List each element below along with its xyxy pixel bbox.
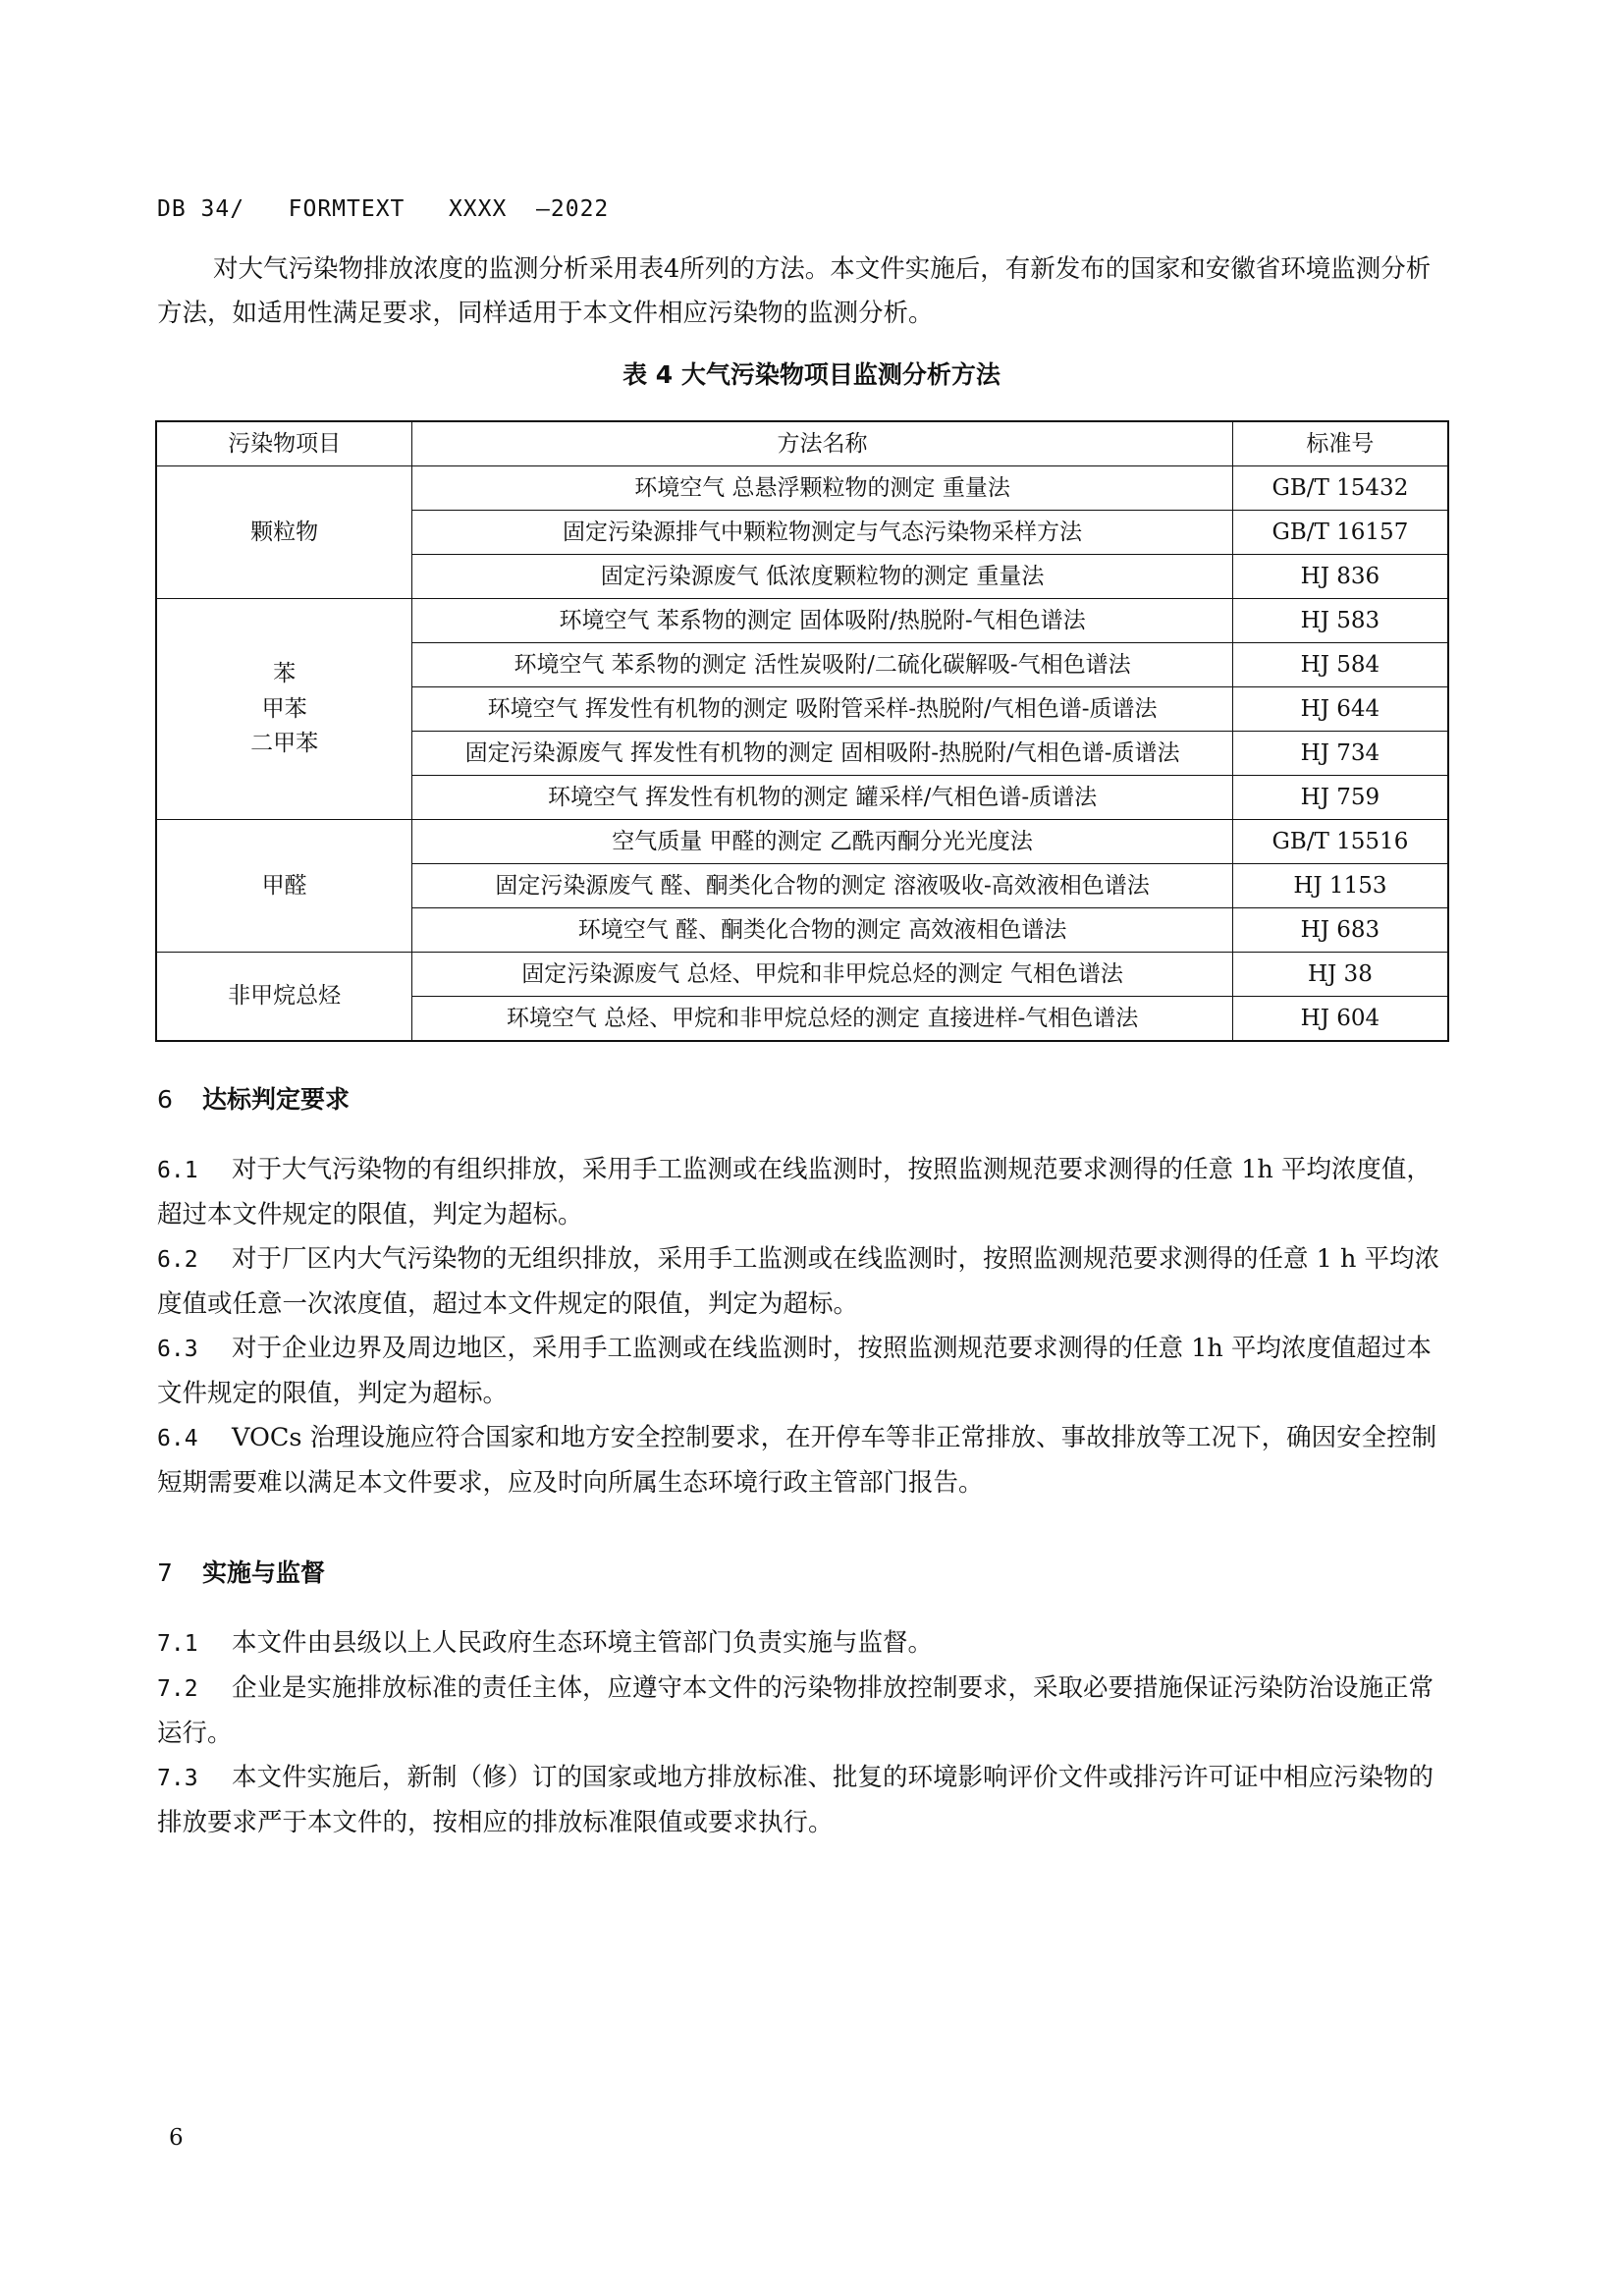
method-name-cell: 固定污染源废气 低浓度颗粒物的测定 重量法: [412, 555, 1233, 599]
clause-paragraph: [157, 1148, 1448, 1237]
clause-number: 7.1: [157, 1631, 198, 1657]
standard-number-cell: GB/T 15432: [1232, 466, 1448, 511]
section-compliance: [157, 1077, 1448, 1505]
pollutant-item-name: 二甲苯: [250, 731, 319, 757]
column-header-method: 方法名称: [412, 421, 1233, 466]
pollutant-item-name: 颗粒物: [250, 519, 319, 545]
section-title-text: 达标判定要求: [202, 1085, 351, 1114]
clause-number: 6.2: [157, 1247, 198, 1273]
clause-paragraph: [157, 1667, 1448, 1756]
table-row: [156, 466, 1448, 511]
clause-text: VOCs 治理设施应符合国家和地方安全控制要求，在开停车等非正常排放、事故排放等工况下，确因安全控制短期需要难以满足本文件要求，应及时向所属生态环境行政主管部门报告。: [157, 1423, 1437, 1498]
clause-list: [157, 1621, 1448, 1845]
pollutant-item-cell: [156, 599, 412, 820]
table-row: [156, 599, 1448, 643]
pollutant-item-name: 苯: [273, 661, 297, 687]
pollutant-item-name: 甲苯: [261, 695, 307, 722]
method-name-cell: 固定污染源废气 醛、酮类化合物的测定 溶液吸收-高效液相色谱法: [412, 864, 1233, 908]
clause-text: 对于厂区内大气污染物的无组织排放，采用手工监测或在线监测时，按照监测规范要求测得的任意 1 h 平均浓度值或任意一次浓度值，超过本文件规定的限值，判定为超标。: [157, 1244, 1439, 1319]
method-name-cell: 固定污染源废气 总烃、甲烷和非甲烷总烃的测定 气相色谱法: [412, 953, 1233, 997]
standard-number-cell: HJ 38: [1232, 953, 1448, 997]
standard-number-cell: HJ 683: [1232, 908, 1448, 953]
method-name-cell: 环境空气 苯系物的测定 活性炭吸附/二硫化碳解吸-气相色谱法: [412, 643, 1233, 687]
clause-number: 6.3: [157, 1337, 198, 1362]
section-implementation: [157, 1551, 1448, 1845]
clause-text: 对于企业边界及周边地区，采用手工监测或在线监测时，按照监测规范要求测得的任意 1h 平均浓度值超过本文件规定的限值，判定为超标。: [157, 1334, 1432, 1408]
clause-text: 本文件由县级以上人民政府生态环境主管部门负责实施与监督。: [232, 1628, 934, 1658]
clause-number: 7.2: [157, 1676, 198, 1702]
pollutant-item-lines: [157, 661, 411, 756]
standard-number-cell: HJ 836: [1232, 555, 1448, 599]
table-row: [156, 820, 1448, 864]
pollutant-item-lines: [157, 519, 411, 545]
standard-number-cell: HJ 584: [1232, 643, 1448, 687]
pollutant-item-name: 非甲烷总烃: [228, 983, 342, 1010]
clause-number: 6.1: [157, 1158, 198, 1183]
column-header-standard: 标准号: [1232, 421, 1448, 466]
clause-paragraph: [157, 1416, 1448, 1505]
standard-number-cell: GB/T 15516: [1232, 820, 1448, 864]
page-number: 6: [169, 2125, 184, 2151]
pollutant-item-cell: [156, 820, 412, 953]
clause-list: [157, 1148, 1448, 1505]
standard-number-cell: HJ 734: [1232, 732, 1448, 776]
clause-paragraph: [157, 1621, 1448, 1667]
table-header-row: [156, 421, 1448, 466]
pollutant-item-lines: [157, 983, 411, 1009]
clause-paragraph: [157, 1327, 1448, 1416]
standard-number-cell: HJ 644: [1232, 687, 1448, 732]
clause-text: 本文件实施后，新制（修）订的国家或地方排放标准、批复的环境影响评价文件或排污许可证中相应污染物的排放要求严于本文件的，按相应的排放标准限值或要求执行。: [157, 1763, 1434, 1837]
section-number: 6: [157, 1085, 173, 1114]
section-number: 7: [157, 1558, 173, 1587]
method-name-cell: 环境空气 挥发性有机物的测定 罐采样/气相色谱-质谱法: [412, 776, 1233, 820]
intro-paragraph: 对大气污染物排放浓度的监测分析采用表4所列的方法。本文件实施后，有新发布的国家和安徽省环境监测分析方法，如适用性满足要求，同样适用于本文件相应污染物的监测分析。: [157, 254, 1432, 328]
standard-number-cell: HJ 583: [1232, 599, 1448, 643]
intro-section: [157, 247, 1448, 336]
clause-text: 企业是实施排放标准的责任主体，应遵守本文件的污染物排放控制要求，采取必要措施保证污染防治设施正常运行。: [157, 1673, 1434, 1748]
method-name-cell: 固定污染源排气中颗粒物测定与气态污染物采样方法: [412, 511, 1233, 555]
method-name-cell: 环境空气 总烃、甲烷和非甲烷总烃的测定 直接进样-气相色谱法: [412, 997, 1233, 1042]
table-caption: 表 4 大气污染物项目监测分析方法: [622, 360, 1001, 389]
method-name-cell: 空气质量 甲醛的测定 乙酰丙酮分光光度法: [412, 820, 1233, 864]
standard-number-cell: GB/T 16157: [1232, 511, 1448, 555]
method-name-cell: 环境空气 挥发性有机物的测定 吸附管采样-热脱附/气相色谱-质谱法: [412, 687, 1233, 732]
section-title: [157, 1551, 1448, 1595]
clause-text: 对于大气污染物的有组织排放，采用手工监测或在线监测时，按照监测规范要求测得的任意 1h 平均浓度值，超过本文件规定的限值，判定为超标。: [157, 1155, 1432, 1230]
pollutant-item-cell: [156, 953, 412, 1042]
method-name-cell: 环境空气 苯系物的测定 固体吸附/热脱附-气相色谱法: [412, 599, 1233, 643]
standard-number-cell: HJ 1153: [1232, 864, 1448, 908]
pollutant-item-name: 甲醛: [261, 872, 307, 899]
method-name-cell: 固定污染源废气 挥发性有机物的测定 固相吸附-热脱附/气相色谱-质谱法: [412, 732, 1233, 776]
method-name-cell: 环境空气 醛、酮类化合物的测定 高效液相色谱法: [412, 908, 1233, 953]
clause-paragraph: [157, 1756, 1448, 1845]
methods-table: [155, 420, 1449, 1042]
document-header: DB 34/ FORMTEXT XXXX —2022: [157, 196, 610, 222]
pollutant-item-cell: [156, 466, 412, 599]
section-title-text: 实施与监督: [202, 1558, 326, 1587]
standard-number-cell: HJ 759: [1232, 776, 1448, 820]
standard-number-cell: HJ 604: [1232, 997, 1448, 1042]
section-title: [157, 1077, 1448, 1121]
table-row: [156, 953, 1448, 997]
pollutant-item-lines: [157, 873, 411, 899]
clause-paragraph: [157, 1237, 1448, 1327]
column-header-item: 污染物项目: [156, 421, 412, 466]
method-name-cell: 环境空气 总悬浮颗粒物的测定 重量法: [412, 466, 1233, 511]
clause-number: 7.3: [157, 1766, 198, 1791]
clause-number: 6.4: [157, 1426, 198, 1451]
